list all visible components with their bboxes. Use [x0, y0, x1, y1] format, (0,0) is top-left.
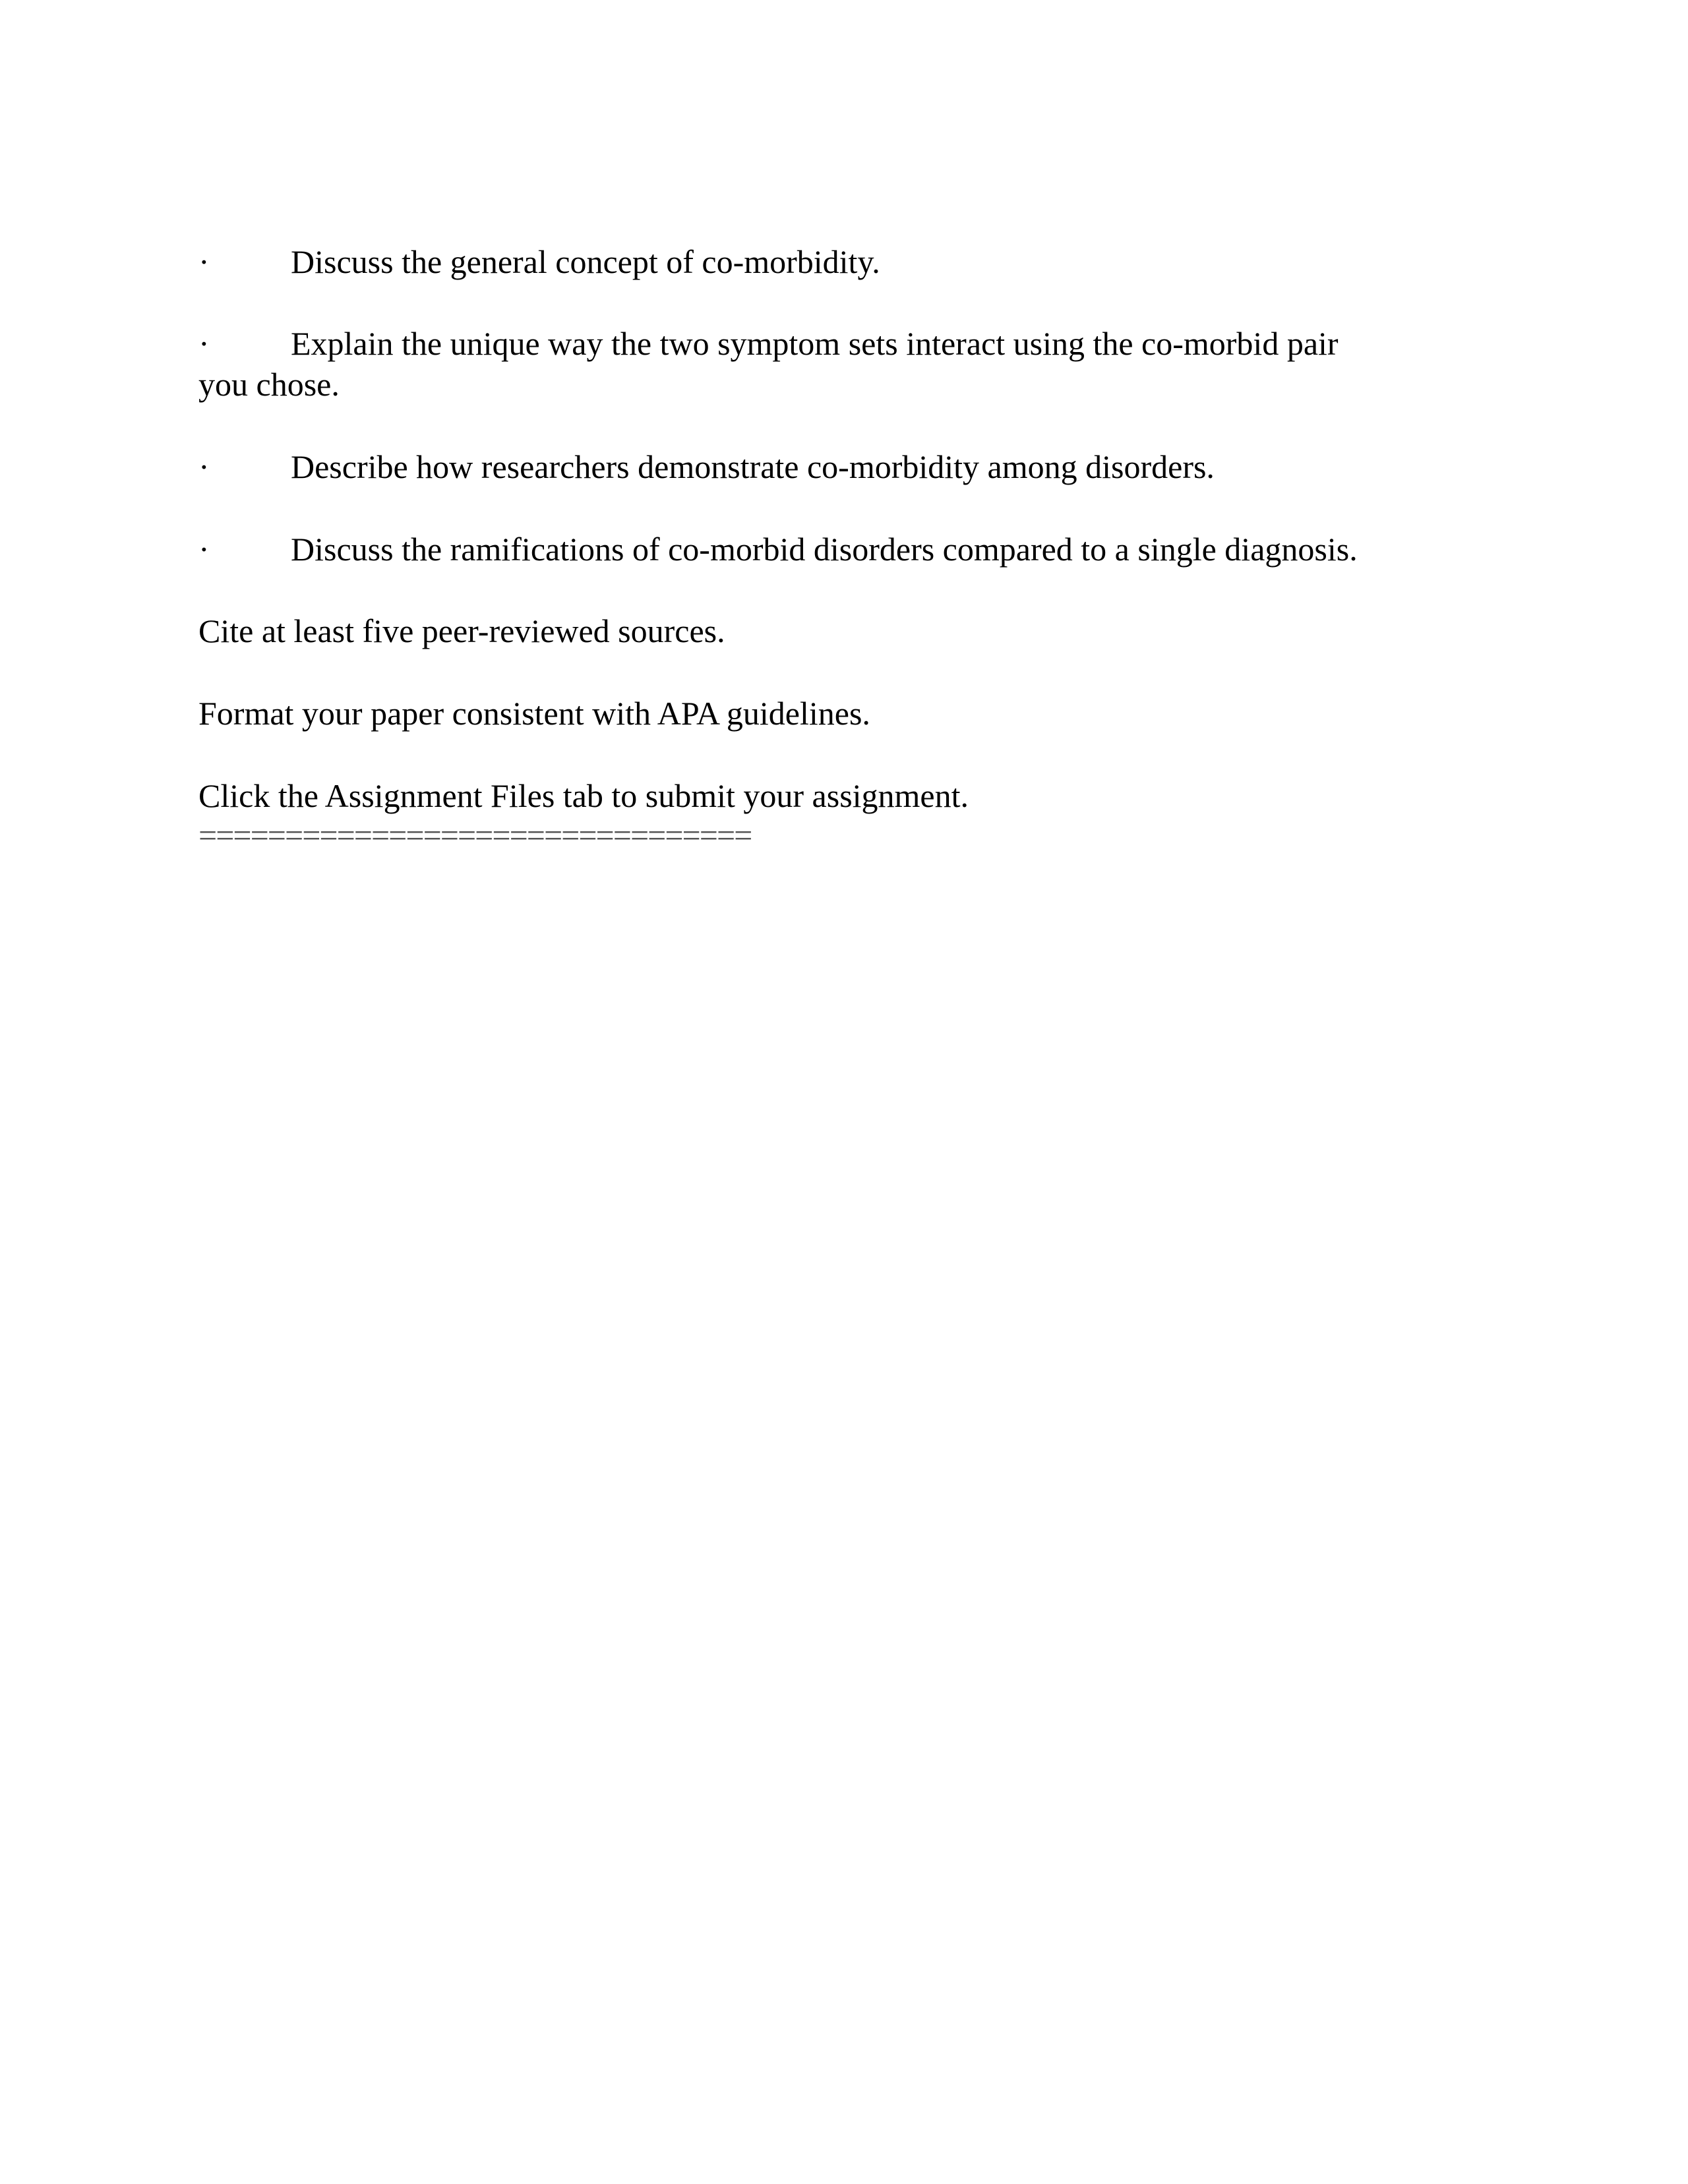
paragraph: Cite at least five peer-reviewed sources.: [198, 612, 725, 649]
bullet-marker: ·: [198, 243, 210, 280]
separator-line: ================================: [198, 817, 752, 854]
bullet-marker: ·: [198, 531, 210, 568]
bullet-item: [198, 323, 1339, 405]
bullet-marker: ·: [198, 325, 210, 362]
paragraph: Click the Assignment Files tab to submit your assignment.: [198, 777, 969, 814]
bullet-text: Explain the unique way the two symptom sets interact using the co-morbid pair: [291, 325, 1339, 362]
bullet-text: Describe how researchers demonstrate co-morbidity among disorders.: [291, 448, 1215, 485]
bullet-item: [198, 446, 1215, 487]
bullet-marker: ·: [198, 448, 210, 485]
bullet-item: [198, 241, 880, 282]
bullet-continuation: you chose.: [198, 366, 340, 403]
bullet-item: [198, 529, 1358, 570]
bullet-text: Discuss the ramifications of co-morbid disorders compared to a single diagnosis.: [291, 531, 1358, 568]
paragraph: Format your paper consistent with APA guidelines.: [198, 695, 870, 732]
bullet-text: Discuss the general concept of co-morbidity.: [291, 243, 880, 280]
